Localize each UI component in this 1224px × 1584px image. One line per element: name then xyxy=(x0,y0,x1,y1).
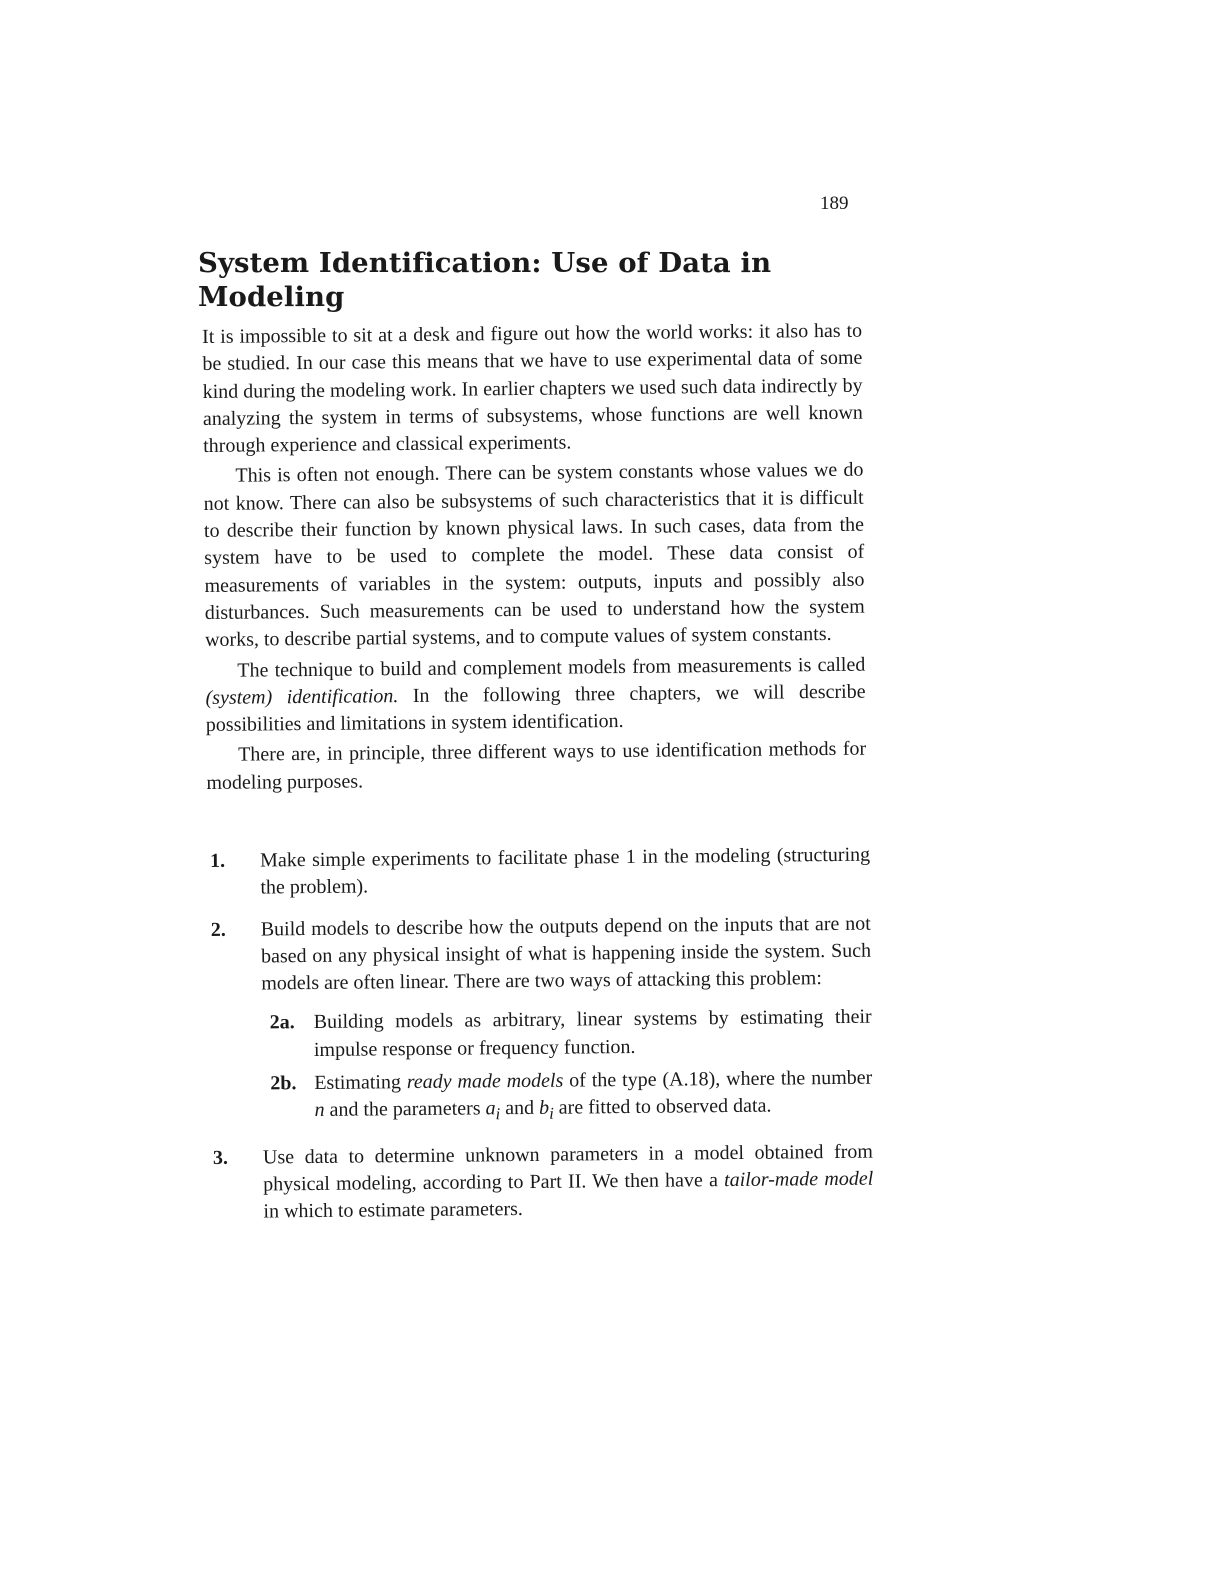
sub-list-item-text xyxy=(314,1067,872,1122)
list-item xyxy=(211,910,873,1130)
paragraph: This is often not enough. There can be system constants whose values we do not know. There can also be subsystems of such characteristics that it is difficult to describe their function by known physical laws. In such cases, data from the system have to be used to complete the model. These data consist of measurements of variables in the system: outputs, inputs and possibly also disturbances. Such measurements can be used to understand how the system works, to describe partial systems, and to compute values of system constants. xyxy=(203,459,865,652)
text-run: and xyxy=(500,1097,540,1120)
math-variable: b xyxy=(538,1097,550,1120)
paragraph: It is impossible to sit at a desk and figure out how the world works: it also has to be studied. In our case this means that we have to use experimental data of some kind during the modeling work. In earlier chapters we used such data indirectly by analyzing the system in terms of subsystems, whose functions are well known through experience and classical experiments. xyxy=(202,319,863,458)
sub-list-item xyxy=(270,1004,872,1064)
math-subscript: i xyxy=(549,1104,554,1124)
paragraph: There are, in principle, three different ways to use identification methods for modeling purposes. xyxy=(206,738,867,794)
paragraph xyxy=(205,651,866,739)
paragraph-text: The technique to build and complement models from measurements is called xyxy=(237,653,866,682)
list-item-number: 1. xyxy=(210,849,226,872)
list-item xyxy=(213,1138,874,1226)
list-item-text: Build models to describe how the outputs depend on the inputs that are not based on any physical insight of what is happening inside the system. Such models are often linear. There are two ways of attacking this problem: xyxy=(260,912,872,995)
emphasis-term: (system) identification. xyxy=(205,684,399,709)
text-run: Estimating xyxy=(314,1071,407,1095)
paragraph-text: In the following three chapters, we will describe possibilities and limitations in system identification. xyxy=(205,680,866,737)
chapter-title: System Identification: Use of Data in Modeling xyxy=(198,247,772,313)
sub-list-item xyxy=(270,1065,873,1130)
body-text xyxy=(202,318,867,800)
sub-list xyxy=(262,1004,873,1130)
list-item xyxy=(210,842,870,903)
list-item-number: 2. xyxy=(210,918,226,941)
numbered-list xyxy=(210,842,874,1241)
text-run: in which to estimate parameters. xyxy=(263,1198,523,1223)
math-variable: n xyxy=(314,1099,325,1122)
emphasis-term: tailor-made model xyxy=(723,1167,874,1192)
math-subscript: i xyxy=(495,1104,501,1124)
page-number: 189 xyxy=(820,193,849,214)
list-item-number: 3. xyxy=(212,1146,229,1169)
sub-list-item-number: 2a. xyxy=(269,1011,295,1034)
sub-list-item-number: 2b. xyxy=(270,1072,297,1095)
list-item-text: Make simple experiments to facilitate phase 1 in the modeling (structuring the problem). xyxy=(260,843,871,899)
sub-list-item-text: Building models as arbitrary, linear systems by estimating their impulse response or frequency function. xyxy=(313,1006,872,1061)
list-item-text xyxy=(263,1140,873,1222)
text-run: of the type (A.18), where the number xyxy=(563,1066,873,1092)
math-variable: a xyxy=(485,1097,496,1120)
emphasis-term: ready made models xyxy=(406,1069,564,1094)
text-run: and the parameters xyxy=(324,1097,486,1122)
text-run: are fitted to observed data. xyxy=(553,1094,772,1120)
text-run: Use data to determine unknown parameters in a model obtained from physical modeling, according to Part II. We then have a xyxy=(262,1140,874,1196)
